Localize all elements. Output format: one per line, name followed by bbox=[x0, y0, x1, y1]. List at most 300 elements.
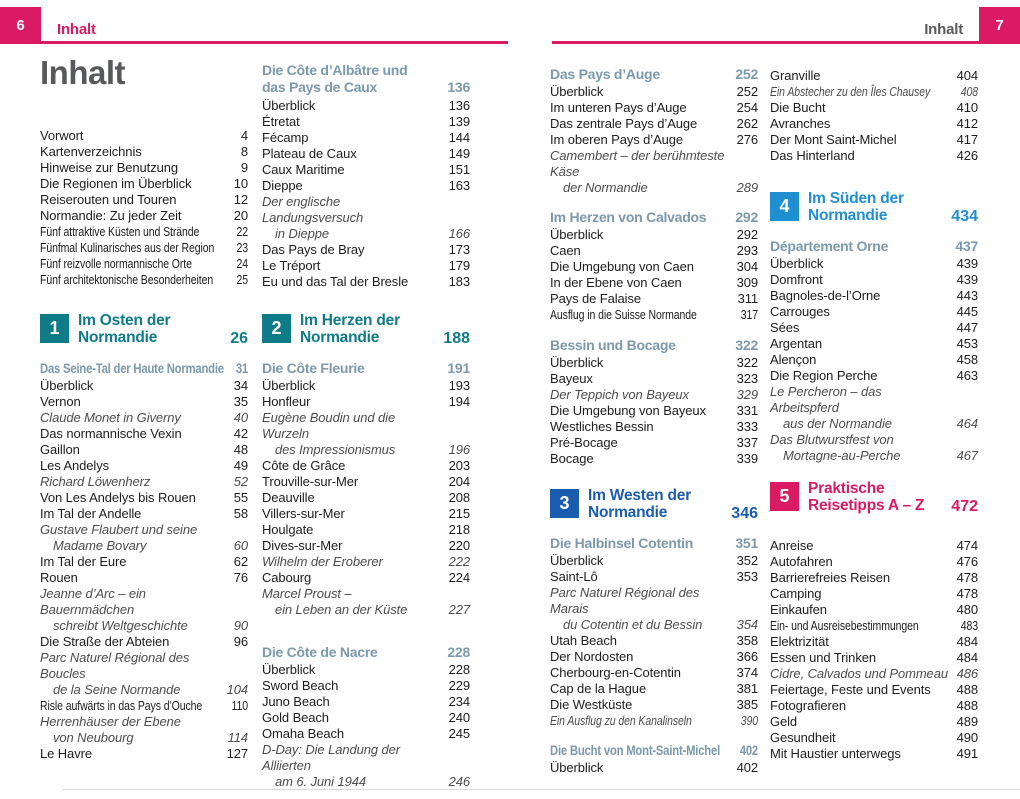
spacer bbox=[770, 226, 978, 238]
toc-entry-page: 196 bbox=[448, 442, 470, 457]
toc-entry-label: Fünfmal Kulinarisches aus der Region bbox=[40, 240, 215, 255]
toc-entry-page: 439 bbox=[956, 272, 978, 287]
toc-entry-label: D-Day: Die Landung der Alliierten am 6. Juni 1944 bbox=[262, 742, 400, 789]
toc-entry-label: Ausflug in die Suisse Normande bbox=[550, 307, 697, 322]
chapter-heading-page: 351 bbox=[735, 535, 758, 551]
part-heading bbox=[40, 312, 248, 348]
toc-entry-page: 90 bbox=[233, 618, 248, 633]
toc-entry-label: Westliches Bessin bbox=[550, 419, 654, 434]
toc-entry-page: 408 bbox=[960, 84, 979, 99]
chapter-heading bbox=[550, 742, 758, 759]
toc-entry-page: 9 bbox=[240, 160, 248, 175]
chapter-heading-label: Bessin und Bocage bbox=[550, 337, 676, 353]
chapter-heading-page: 31 bbox=[235, 360, 249, 376]
part-number-badge: 4 bbox=[770, 192, 799, 221]
toc-entry-label: Überblick bbox=[262, 378, 316, 393]
chapter-heading-label: Die Halbinsel Cotentin bbox=[550, 535, 694, 551]
toc-entry-label: Juno Beach bbox=[262, 694, 330, 709]
toc-entry bbox=[550, 553, 758, 569]
toc-entry bbox=[40, 394, 248, 410]
toc-entry-label: Die Umgebung von Bayeux bbox=[550, 403, 706, 418]
toc-entry bbox=[262, 258, 470, 274]
part-number-badge: 1 bbox=[40, 314, 69, 343]
toc-entry bbox=[770, 368, 978, 384]
toc-entry bbox=[770, 586, 978, 602]
toc-entry-label: Im Tal der Andelle bbox=[40, 506, 142, 521]
toc-entry-label: Argentan bbox=[770, 336, 822, 351]
toc-entry-label: Das Hinterland bbox=[770, 148, 855, 163]
toc-entry bbox=[262, 742, 470, 790]
toc-entry-label: Richard Löwenherz bbox=[40, 474, 151, 489]
chapter-heading-page: 437 bbox=[955, 238, 978, 254]
toc-entry-page: 114 bbox=[227, 730, 248, 745]
toc-entry bbox=[550, 697, 758, 713]
page-number-tab-right: 7 bbox=[979, 7, 1020, 44]
toc-entry bbox=[262, 586, 470, 618]
toc-entry-page: 276 bbox=[736, 132, 758, 147]
toc-entry-label: Die Umgebung von Caen bbox=[550, 259, 694, 274]
toc-entry-label: Domfront bbox=[770, 272, 823, 287]
toc-entry-page: 229 bbox=[448, 678, 470, 693]
toc-entry-page: 488 bbox=[956, 698, 978, 713]
toc-entry-label: Sword Beach bbox=[262, 678, 339, 693]
chapter-heading-label: Die Côte Fleurie bbox=[262, 360, 365, 376]
toc-entry bbox=[40, 506, 248, 522]
toc-entry bbox=[40, 176, 248, 192]
toc-entry-page: 402 bbox=[736, 760, 758, 775]
toc-entry-page: 49 bbox=[233, 458, 248, 473]
toc-list-1 bbox=[40, 128, 248, 762]
toc-entry-page: 22 bbox=[236, 224, 249, 239]
toc-entry bbox=[770, 352, 978, 368]
toc-entry bbox=[770, 602, 978, 618]
spacer bbox=[40, 348, 248, 360]
chapter-heading-label: Die Côte de Nacre bbox=[262, 644, 378, 660]
toc-entry bbox=[40, 522, 248, 554]
toc-entry-page: 262 bbox=[736, 116, 758, 131]
toc-entry bbox=[550, 633, 758, 649]
toc-entry bbox=[262, 394, 470, 410]
toc-entry bbox=[770, 730, 978, 746]
toc-entry bbox=[770, 100, 978, 116]
toc-entry bbox=[262, 146, 470, 162]
toc-entry bbox=[550, 132, 758, 148]
chapter-heading bbox=[262, 644, 470, 661]
toc-entry-page: 339 bbox=[736, 451, 758, 466]
toc-entry-label: Ein Ausflug zu den Kanalinseln bbox=[550, 713, 692, 728]
toc-entry bbox=[262, 242, 470, 258]
toc-entry bbox=[262, 98, 470, 114]
toc-entry-page: 453 bbox=[956, 336, 978, 351]
toc-entry-label: Überblick bbox=[550, 84, 604, 99]
toc-entry-label: Gustave Flaubert und seine Madame Bovary bbox=[40, 522, 198, 553]
toc-entry-page: 289 bbox=[736, 180, 758, 195]
toc-entry bbox=[770, 68, 978, 84]
toc-entry-label: Normandie: Zu jeder Zeit bbox=[40, 208, 182, 223]
toc-entry-label: Der Nordosten bbox=[550, 649, 634, 664]
toc-entry-page: 252 bbox=[736, 84, 758, 99]
toc-entry bbox=[40, 698, 248, 714]
toc-entry-page: 166 bbox=[448, 226, 470, 241]
toc-entry-label: Der Teppich von Bayeux bbox=[550, 387, 689, 402]
toc-entry-label: Honfleur bbox=[262, 394, 311, 409]
chapter-heading bbox=[262, 62, 470, 96]
toc-entry-label: Ein- und Ausreisebestimmungen bbox=[770, 618, 919, 633]
toc-entry-label: Eugène Boudin und die Wurzeln des Impressionismus bbox=[262, 410, 396, 457]
spacer bbox=[550, 729, 758, 742]
spacer bbox=[550, 323, 758, 337]
toc-entry-label: Saint-Lô bbox=[550, 569, 598, 584]
part-heading bbox=[770, 480, 978, 516]
chapter-heading-label: Département Orne bbox=[770, 238, 889, 254]
page-number-tab-left: 6 bbox=[0, 7, 41, 44]
toc-entry-label: Geld bbox=[770, 714, 798, 729]
toc-entry-page: 322 bbox=[736, 355, 758, 370]
toc-entry bbox=[40, 650, 248, 698]
toc-entry-page: 4 bbox=[240, 128, 248, 143]
toc-entry-label: Caux Maritime bbox=[262, 162, 345, 177]
chapter-heading-page: 292 bbox=[735, 209, 758, 225]
part-heading-label: Im Süden der Normandie bbox=[808, 190, 904, 224]
toc-entry-label: Fécamp bbox=[262, 130, 309, 145]
toc-entry-page: 110 bbox=[231, 698, 249, 713]
toc-entry bbox=[550, 419, 758, 435]
part-heading-page: 434 bbox=[951, 208, 978, 225]
toc-entry-page: 488 bbox=[956, 682, 978, 697]
toc-entry bbox=[262, 506, 470, 522]
toc-entry bbox=[550, 291, 758, 307]
toc-entry-label: Dieppe bbox=[262, 178, 303, 193]
part-number-badge: 3 bbox=[550, 489, 579, 518]
toc-entry-page: 245 bbox=[448, 726, 470, 741]
toc-entry-label: Der englische Landungsversuch in Dieppe bbox=[262, 194, 364, 241]
toc-entry-page: 10 bbox=[233, 176, 248, 191]
toc-column-3 bbox=[550, 66, 758, 776]
toc-entry bbox=[40, 490, 248, 506]
part-heading-label: Im Westen der Normandie bbox=[588, 487, 692, 521]
chapter-heading bbox=[550, 337, 758, 354]
spacer bbox=[770, 516, 978, 538]
part-number-badge: 5 bbox=[770, 482, 799, 511]
toc-entry-page: 149 bbox=[448, 146, 470, 161]
toc-entry-label: Autofahren bbox=[770, 554, 833, 569]
toc-entry bbox=[40, 224, 248, 240]
toc-entry-page: 193 bbox=[448, 378, 470, 393]
toc-entry-page: 443 bbox=[956, 288, 978, 303]
toc-entry bbox=[40, 256, 248, 272]
toc-column-4 bbox=[770, 68, 978, 762]
toc-entry-label: Anreise bbox=[770, 538, 814, 553]
toc-entry-label: Fotografieren bbox=[770, 698, 847, 713]
toc-entry-label: Les Andelys bbox=[40, 458, 110, 473]
toc-entry bbox=[262, 522, 470, 538]
toc-entry-page: 354 bbox=[736, 617, 758, 632]
toc-entry-page: 144 bbox=[448, 130, 470, 145]
chapter-heading-label: Im Herzen von Calvados bbox=[550, 209, 707, 225]
toc-entry-label: Die Regionen im Überblick bbox=[40, 176, 192, 191]
chapter-heading bbox=[550, 66, 758, 83]
toc-entry-page: 486 bbox=[956, 666, 978, 681]
toc-entry-page: 474 bbox=[956, 538, 978, 553]
toc-entry-page: 96 bbox=[233, 634, 248, 649]
spacer bbox=[262, 290, 470, 312]
toc-entry-label: Das normannische Vexin bbox=[40, 426, 182, 441]
toc-entry bbox=[550, 451, 758, 467]
toc-entry bbox=[550, 371, 758, 387]
part-heading-label: Im Herzen der Normandie bbox=[300, 312, 400, 346]
toc-entry-label: Houlgate bbox=[262, 522, 314, 537]
toc-entry-page: 34 bbox=[233, 378, 248, 393]
toc-entry-page: 404 bbox=[956, 68, 978, 83]
toc-entry-label: Wilhelm der Eroberer bbox=[262, 554, 383, 569]
toc-entry-page: 183 bbox=[448, 274, 470, 289]
toc-entry-page: 104 bbox=[226, 682, 248, 697]
toc-entry-label: Überblick bbox=[550, 355, 604, 370]
toc-entry-page: 227 bbox=[448, 602, 470, 617]
toc-entry-page: 60 bbox=[233, 538, 248, 553]
toc-entry-label: Le Havre bbox=[40, 746, 92, 761]
toc-entry bbox=[770, 746, 978, 762]
toc-entry bbox=[262, 490, 470, 506]
toc-entry-page: 194 bbox=[448, 394, 470, 409]
toc-entry bbox=[40, 714, 248, 746]
toc-entry-page: 309 bbox=[736, 275, 758, 290]
toc-entry-page: 24 bbox=[236, 256, 249, 271]
toc-entry-page: 23 bbox=[236, 240, 249, 255]
toc-entry-page: 224 bbox=[448, 570, 470, 585]
toc-entry-page: 220 bbox=[448, 538, 470, 553]
toc-entry bbox=[770, 336, 978, 352]
toc-entry bbox=[262, 162, 470, 178]
toc-entry-label: Avranches bbox=[770, 116, 831, 131]
toc-entry-label: Omaha Beach bbox=[262, 726, 345, 741]
toc-entry-label: Cherbourg-en-Cotentin bbox=[550, 665, 681, 680]
toc-entry-label: Elektrizität bbox=[770, 634, 829, 649]
toc-entry bbox=[262, 178, 470, 194]
toc-entry-page: 25 bbox=[236, 272, 249, 287]
toc-entry bbox=[40, 272, 248, 288]
toc-entry bbox=[550, 665, 758, 681]
toc-entry bbox=[40, 634, 248, 650]
toc-entry bbox=[770, 432, 978, 464]
toc-entry-page: 208 bbox=[448, 490, 470, 505]
toc-entry-page: 311 bbox=[737, 291, 758, 306]
toc-entry bbox=[40, 410, 248, 426]
toc-entry-page: 447 bbox=[956, 320, 978, 335]
toc-entry bbox=[262, 554, 470, 570]
toc-entry bbox=[262, 662, 470, 678]
toc-entry-label: Le Tréport bbox=[262, 258, 321, 273]
toc-entry-page: 20 bbox=[233, 208, 248, 223]
chapter-heading-page: 136 bbox=[447, 79, 470, 95]
toc-entry-label: Eu und das Tal der Bresle bbox=[262, 274, 409, 289]
chapter-heading bbox=[550, 535, 758, 552]
toc-entry bbox=[770, 634, 978, 650]
toc-entry-label: Bocage bbox=[550, 451, 594, 466]
toc-entry-page: 62 bbox=[233, 554, 248, 569]
header-rule-left bbox=[41, 41, 508, 44]
toc-entry bbox=[770, 116, 978, 132]
toc-entry-label: Hinweise zur Benutzung bbox=[40, 160, 178, 175]
toc-entry-page: 353 bbox=[736, 569, 758, 584]
chapter-heading-page: 322 bbox=[735, 337, 758, 353]
toc-entry-label: Rouen bbox=[40, 570, 78, 585]
spacer bbox=[262, 348, 470, 360]
toc-entry bbox=[262, 694, 470, 710]
toc-entry-label: Fünf reizvolle normannische Orte bbox=[40, 256, 192, 271]
part-heading bbox=[770, 190, 978, 226]
toc-entry-label: Marcel Proust – ein Leben an der Küste bbox=[262, 586, 408, 617]
toc-entry-label: Von Les Andelys bis Rouen bbox=[40, 490, 196, 505]
toc-entry-page: 374 bbox=[736, 665, 758, 680]
toc-entry bbox=[40, 128, 248, 144]
toc-entry-label: Mit Haustier unterwegs bbox=[770, 746, 901, 761]
toc-entry-label: Die Westküste bbox=[550, 697, 633, 712]
toc-entry-label: Jeanne d’Arc – ein Bauernmädchen schreibt Weltgeschichte bbox=[40, 586, 188, 633]
toc-entry-page: 480 bbox=[956, 602, 978, 617]
toc-entry bbox=[550, 84, 758, 100]
chapter-heading-label: Das Seine-Tal der Haute Normandie bbox=[40, 360, 224, 376]
toc-entry-page: 240 bbox=[448, 710, 470, 725]
toc-entry-label: Überblick bbox=[550, 760, 604, 775]
toc-entry-page: 478 bbox=[956, 586, 978, 601]
toc-entry-page: 203 bbox=[448, 458, 470, 473]
toc-entry-label: Vernon bbox=[40, 394, 81, 409]
toc-entry-label: Risle aufwärts in das Pays d’Ouche bbox=[40, 698, 203, 713]
toc-entry-label: Deauville bbox=[262, 490, 315, 505]
toc-entry-page: 331 bbox=[736, 403, 758, 418]
toc-entry bbox=[40, 192, 248, 208]
toc-entry bbox=[262, 458, 470, 474]
toc-entry-label: Cabourg bbox=[262, 570, 312, 585]
chapter-heading-page: 191 bbox=[447, 360, 470, 376]
toc-entry-label: Sées bbox=[770, 320, 800, 335]
toc-entry-page: 304 bbox=[736, 259, 758, 274]
spacer bbox=[550, 196, 758, 209]
toc-entry-label: Utah Beach bbox=[550, 633, 617, 648]
toc-entry-page: 381 bbox=[736, 681, 758, 696]
chapter-heading-label: Das Pays d’Auge bbox=[550, 66, 660, 82]
toc-entry-label: Cidre, Calvados und Pommeau bbox=[770, 666, 948, 681]
toc-entry-page: 136 bbox=[448, 98, 470, 113]
toc-entry-page: 58 bbox=[233, 506, 248, 521]
toc-entry-page: 333 bbox=[736, 419, 758, 434]
toc-entry bbox=[770, 714, 978, 730]
toc-entry bbox=[262, 570, 470, 586]
chapter-heading-page: 402 bbox=[739, 742, 759, 758]
toc-entry bbox=[262, 710, 470, 726]
toc-entry-label: Das zentrale Pays d’Auge bbox=[550, 116, 698, 131]
toc-entry bbox=[40, 144, 248, 160]
part-heading bbox=[262, 312, 470, 348]
toc-entry bbox=[770, 304, 978, 320]
toc-entry bbox=[770, 554, 978, 570]
toc-entry bbox=[550, 649, 758, 665]
spacer bbox=[40, 288, 248, 312]
toc-entry bbox=[550, 569, 758, 585]
toc-entry-page: 35 bbox=[233, 394, 248, 409]
toc-entry-label: Dives-sur-Mer bbox=[262, 538, 343, 553]
toc-entry-label: Gesundheit bbox=[770, 730, 836, 745]
chapter-heading-page: 252 bbox=[735, 66, 758, 82]
part-number-badge: 2 bbox=[262, 314, 291, 343]
toc-entry-page: 204 bbox=[448, 474, 470, 489]
toc-entry-page: 151 bbox=[448, 162, 470, 177]
toc-entry-page: 173 bbox=[448, 242, 470, 257]
running-head-right: Inhalt bbox=[924, 21, 963, 38]
toc-entry-page: 55 bbox=[233, 490, 248, 505]
toc-entry bbox=[550, 403, 758, 419]
toc-entry-page: 358 bbox=[736, 633, 758, 648]
toc-entry-label: Im Tal der Eure bbox=[40, 554, 127, 569]
toc-entry bbox=[40, 586, 248, 634]
toc-entry-label: Überblick bbox=[262, 98, 316, 113]
toc-entry-label: Feiertage, Feste und Events bbox=[770, 682, 931, 697]
toc-entry-page: 412 bbox=[956, 116, 978, 131]
part-heading bbox=[550, 487, 758, 523]
toc-entry-page: 385 bbox=[736, 697, 758, 712]
toc-entry-label: Camembert – der berühmteste Käse der Normandie bbox=[550, 148, 725, 195]
toc-entry bbox=[40, 378, 248, 394]
toc-entry-label: Essen und Trinken bbox=[770, 650, 876, 665]
part-heading-label: Im Osten der Normandie bbox=[78, 312, 171, 346]
toc-entry-page: 329 bbox=[736, 387, 758, 402]
toc-entry-page: 366 bbox=[736, 649, 758, 664]
toc-entry-page: 48 bbox=[233, 442, 248, 457]
part-heading-page: 188 bbox=[443, 330, 470, 347]
toc-entry-page: 439 bbox=[956, 256, 978, 271]
toc-entry bbox=[770, 666, 978, 682]
toc-entry-page: 352 bbox=[736, 553, 758, 568]
toc-entry-label: Barrierefreies Reisen bbox=[770, 570, 891, 585]
toc-entry-page: 483 bbox=[960, 618, 979, 633]
toc-entry-label: Im unteren Pays d’Auge bbox=[550, 100, 687, 115]
toc-entry-label: Granville bbox=[770, 68, 821, 83]
toc-entry bbox=[770, 682, 978, 698]
chapter-heading-page: 228 bbox=[447, 644, 470, 660]
toc-entry-page: 323 bbox=[736, 371, 758, 386]
toc-entry bbox=[262, 114, 470, 130]
toc-entry-label: Gaillon bbox=[40, 442, 80, 457]
running-head-left: Inhalt bbox=[57, 21, 96, 38]
toc-entry bbox=[40, 554, 248, 570]
toc-entry bbox=[262, 130, 470, 146]
chapter-heading bbox=[770, 238, 978, 255]
spacer bbox=[770, 464, 978, 480]
toc-entry-label: Überblick bbox=[550, 227, 604, 242]
toc-entry bbox=[550, 355, 758, 371]
toc-entry-label: Caen bbox=[550, 243, 581, 258]
toc-entry bbox=[770, 148, 978, 164]
toc-entry bbox=[550, 100, 758, 116]
toc-entry bbox=[770, 320, 978, 336]
toc-entry bbox=[40, 208, 248, 224]
toc-entry bbox=[550, 227, 758, 243]
toc-entry bbox=[550, 243, 758, 259]
toc-entry bbox=[262, 726, 470, 742]
toc-entry bbox=[262, 474, 470, 490]
toc-entry-label: Einkaufen bbox=[770, 602, 827, 617]
toc-entry bbox=[40, 570, 248, 586]
toc-entry bbox=[550, 307, 758, 323]
toc-entry-label: Überblick bbox=[550, 553, 604, 568]
toc-entry-label: Côte de Grâce bbox=[262, 458, 346, 473]
toc-entry-page: 293 bbox=[736, 243, 758, 258]
spacer bbox=[550, 467, 758, 487]
toc-entry-label: Étretat bbox=[262, 114, 300, 129]
toc-entry-page: 246 bbox=[448, 774, 470, 789]
toc-entry-page: 215 bbox=[448, 506, 470, 521]
